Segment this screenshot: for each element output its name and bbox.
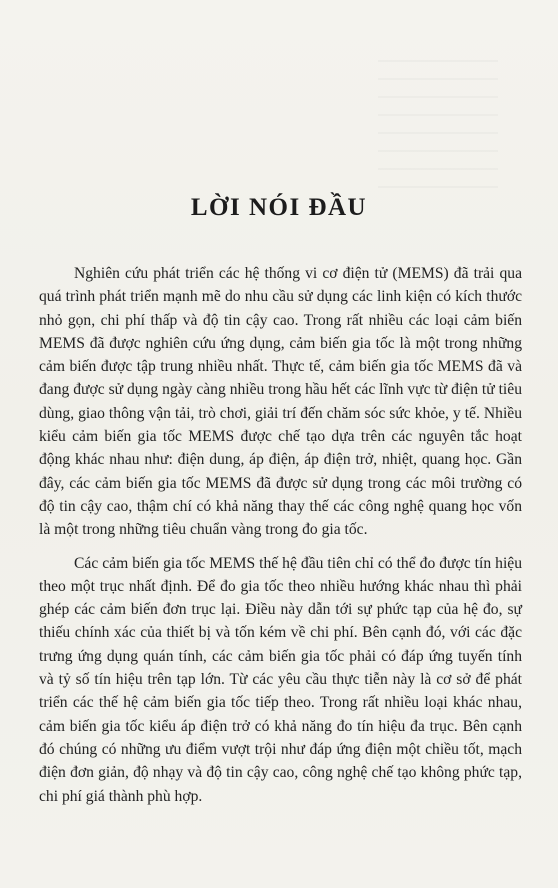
page-heading: LỜI NÓI ĐẦU [190,194,368,221]
bleed-through-texture [378,60,498,200]
body-text [39,262,522,808]
paragraph-1: Nghiên cứu phát triển các hệ thống vi cơ điện tử (MEMS) đã trải qua quá trình phát triển mạnh mẽ do nhu cầu sử dụng các linh kiện có kích thước nhỏ gọn, chi phí thấp và độ tin cậy cao. Trong rất nhiều các loại cảm biến MEMS đã được nghiên cứu ứng dụng, cảm biến gia tốc là một trong những cảm biến được tập trung nhiều nhất. Thực tế, cảm biến gia tốc MEMS đã và đang được sử dụng ngày càng nhiều trong hầu hết các lĩnh vực từ điện tử tiêu dùng, giao thông vận tải, trò chơi, giải trí đến chăm sóc sức khỏe, y tế. Nhiều kiểu cảm biến gia tốc MEMS được chế tạo dựa trên các nguyên tắc hoạt động khác nhau như: điện dung, áp điện, áp điện trở, nhiệt, quang học. Gần đây, các cảm biến gia tốc MEMS đã được sử dụng trong các môi trường có độ tin cậy cao, thậm chí có khả năng thay thế các công nghệ quang học vốn là một trong những tiêu chuẩn vàng trong đo gia tốc. [39,265,522,539]
paragraph-2: Các cảm biến gia tốc MEMS thế hệ đầu tiên chỉ có thể đo được tín hiệu theo một trục nhất định. Để đo gia tốc theo nhiều hướng khác nhau thì phải ghép các cảm biến đơn trục lại. Điều này dẫn tới sự phức tạp của hệ đo, sự thiếu chính xác của thiết bị và tốn kém về chi phí. Bên cạnh đó, với các đặc trưng ứng dụng quán tính, các cảm biến gia tốc phải có đáp ứng tuyến tính và tỷ số tín hiệu trên tạp lớn. Từ các yêu cầu thực tiễn này là cơ sở để phát triển các thế hệ cảm biến gia tốc tiếp theo. Trong rất nhiều loại khác nhau, cảm biến gia tốc kiểu áp điện trở có khả năng đo tín hiệu đa trục. Bên cạnh đó chúng có những ưu điểm vượt trội như đáp ứng điện một chiều tốt, mạch điện đơn giản, độ nhạy và độ tin cậy cao, công nghệ chế tạo không phức tạp, chi phí giá thành phù hợp. [39,554,522,805]
